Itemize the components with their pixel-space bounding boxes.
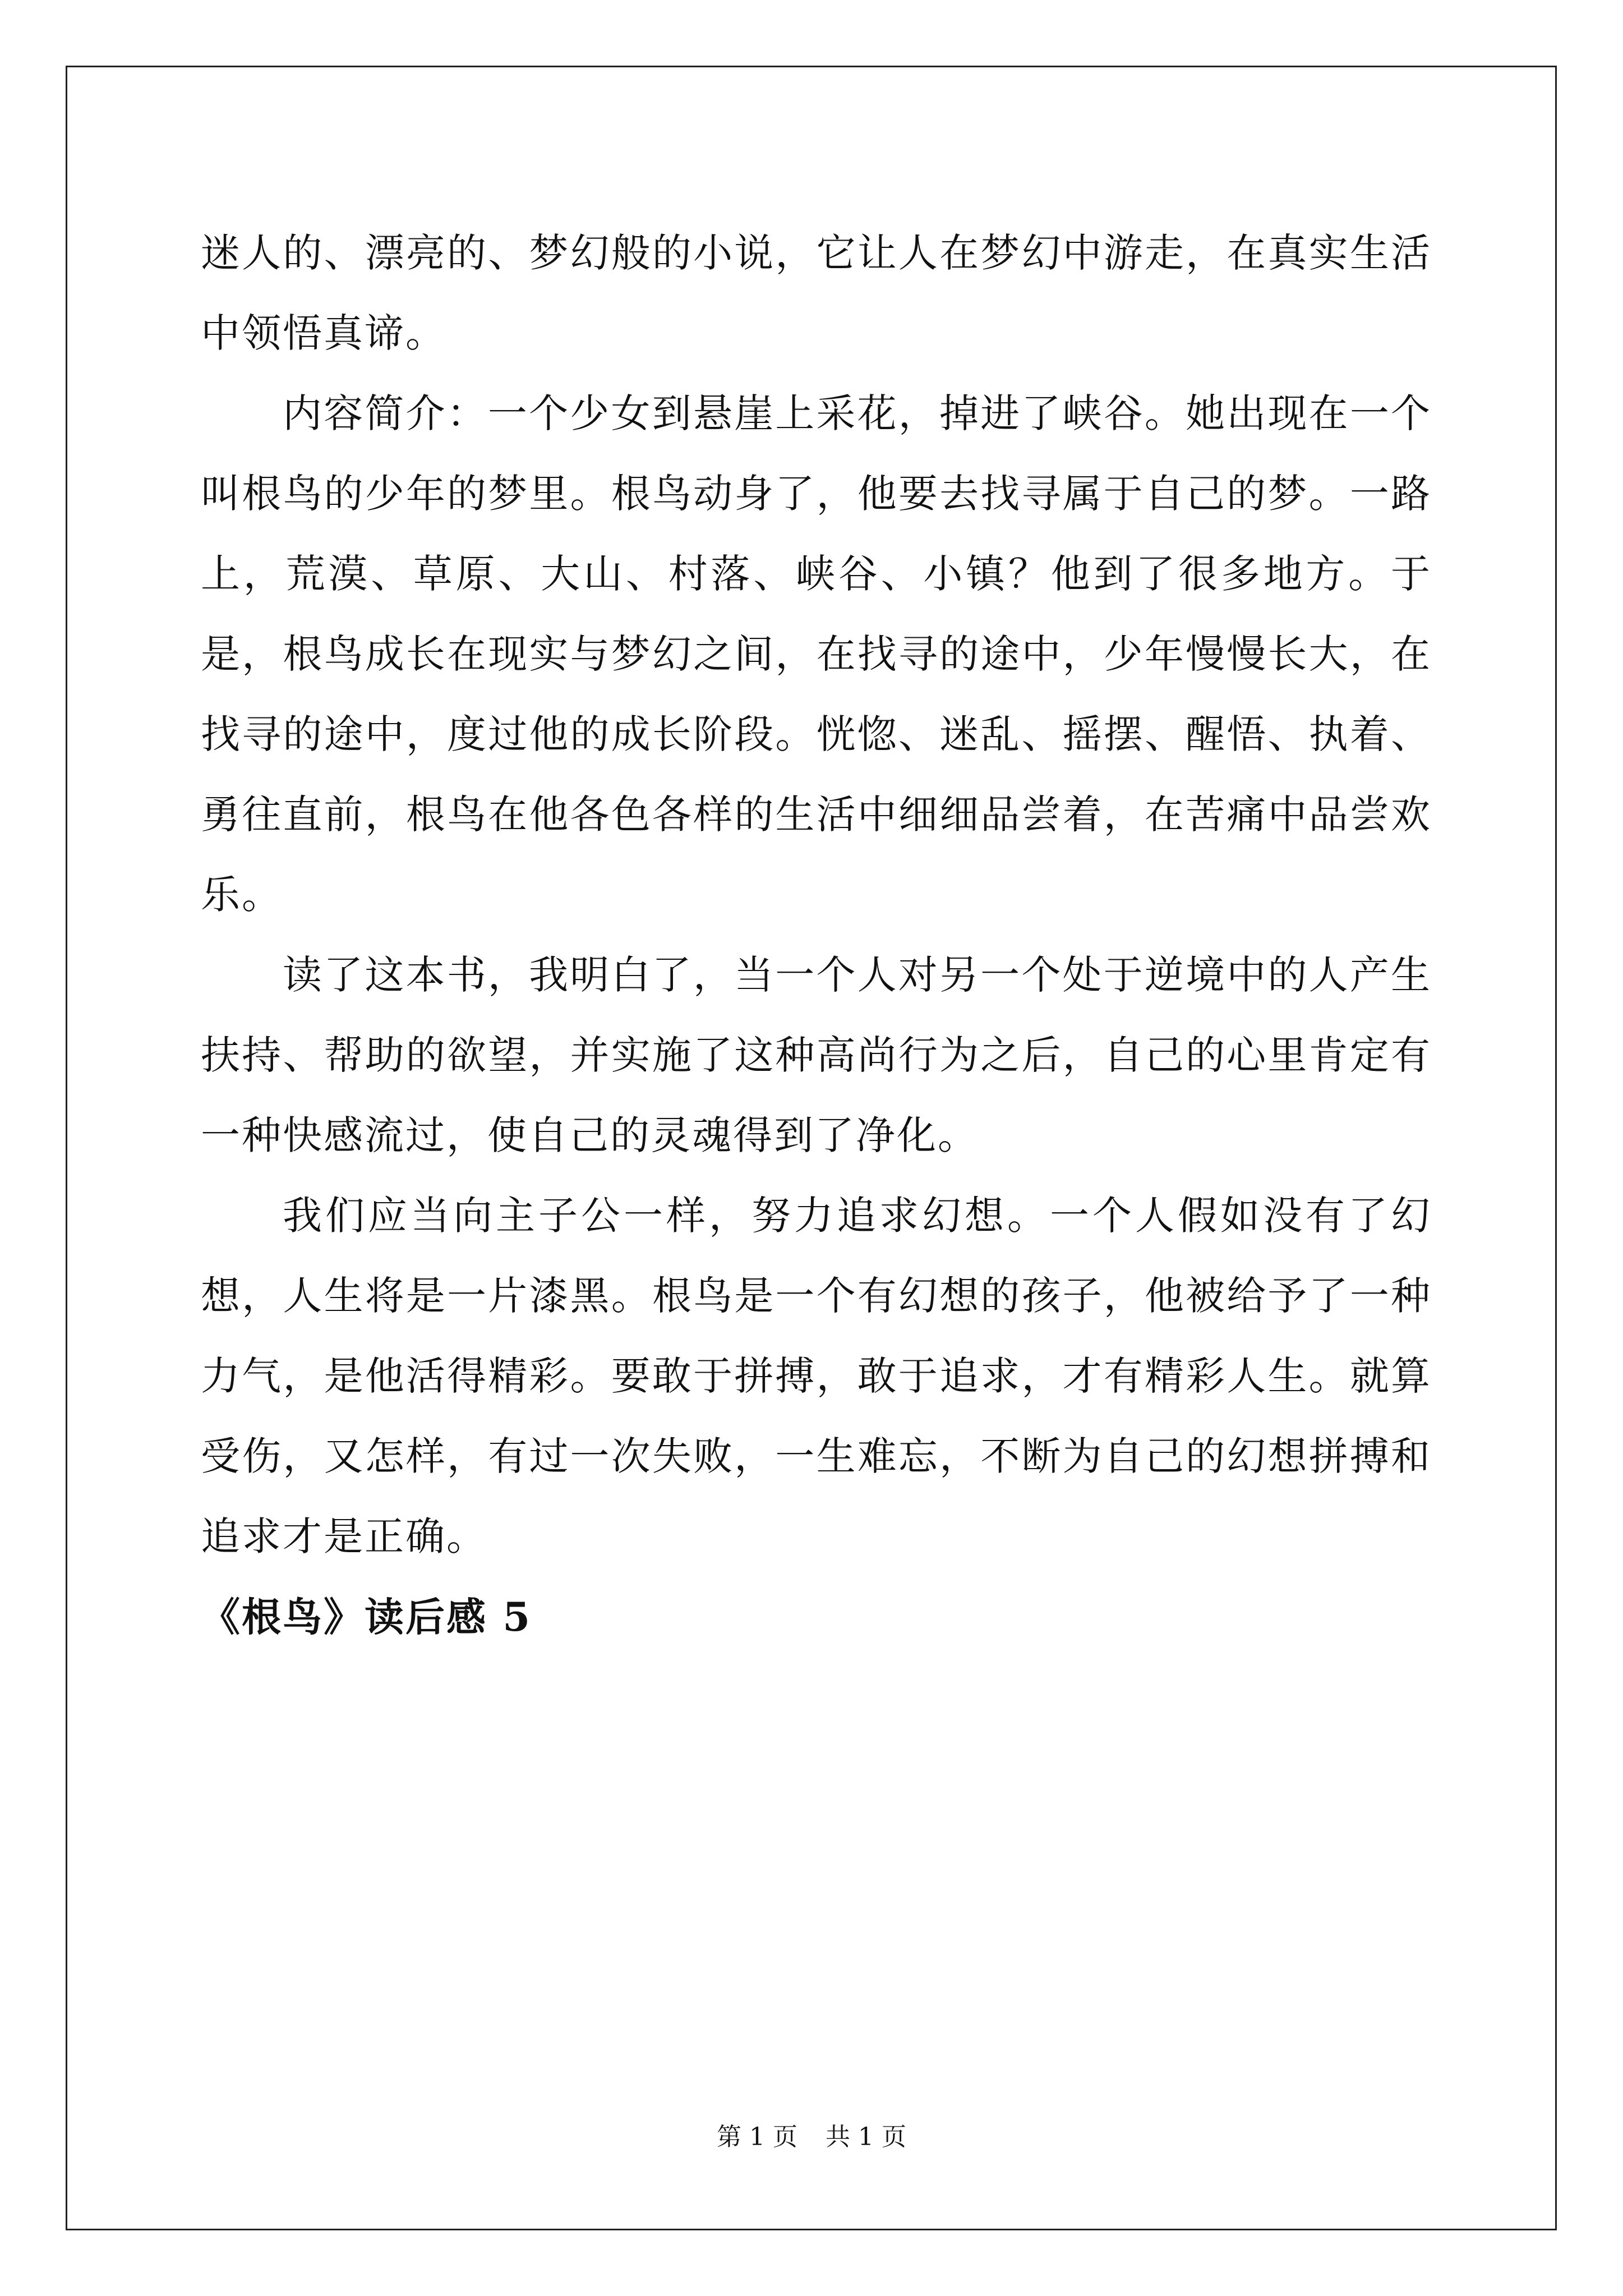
page-total: 共 1 页 xyxy=(826,2123,906,2151)
paragraph-intro: 迷人的、漂亮的、梦幻般的小说，它让人在梦幻中游走，在真实生活中领悟真谛。 xyxy=(201,230,1432,356)
paragraph-summary: 内容简介：一个少女到悬崖上采花，掉进了峡谷。她出现在一个叫根鸟的少年的梦里。根鸟动身了，他要去找寻属于自己的梦。一路上，荒漠、草原、大山、村落、峡谷、小镇？他到了很多地方。于是，根鸟成长在现实与梦幻之间，在找寻的途中，少年慢慢长大，在找寻的途中，度过他的成长阶段。恍惚、迷乱、摇摆、醒悟、执着、勇往直前，根鸟在他各色各样的生活中细细品尝着，在苦痛中品尝欢乐。 xyxy=(201,390,1432,918)
document-body xyxy=(201,213,1432,1657)
paragraph-reflection: 读了这本书，我明白了，当一个人对另一个处于逆境中的人产生扶持、帮助的欲望，并实施了这种高尚行为之后，自己的心里肯定有一种快感流过，使自己的灵魂得到了净化。 xyxy=(201,952,1432,1158)
page-footer xyxy=(0,2120,1623,2154)
page-number: 第 1 页 xyxy=(717,2123,797,2151)
paragraph-conclusion: 我们应当向主子公一样，努力追求幻想。一个人假如没有了幻想，人生将是一片漆黑。根鸟是一个有幻想的孩子，他被给予了一种力气，是他活得精彩。要敢于拼搏，敢于追求，才有精彩人生。就算受伤，又怎样，有过一次失败，一生难忘，不断为自己的幻想拼搏和追求才是正确。 xyxy=(201,1193,1432,1559)
section-title: 《根鸟》读后感 5 xyxy=(201,1594,532,1640)
